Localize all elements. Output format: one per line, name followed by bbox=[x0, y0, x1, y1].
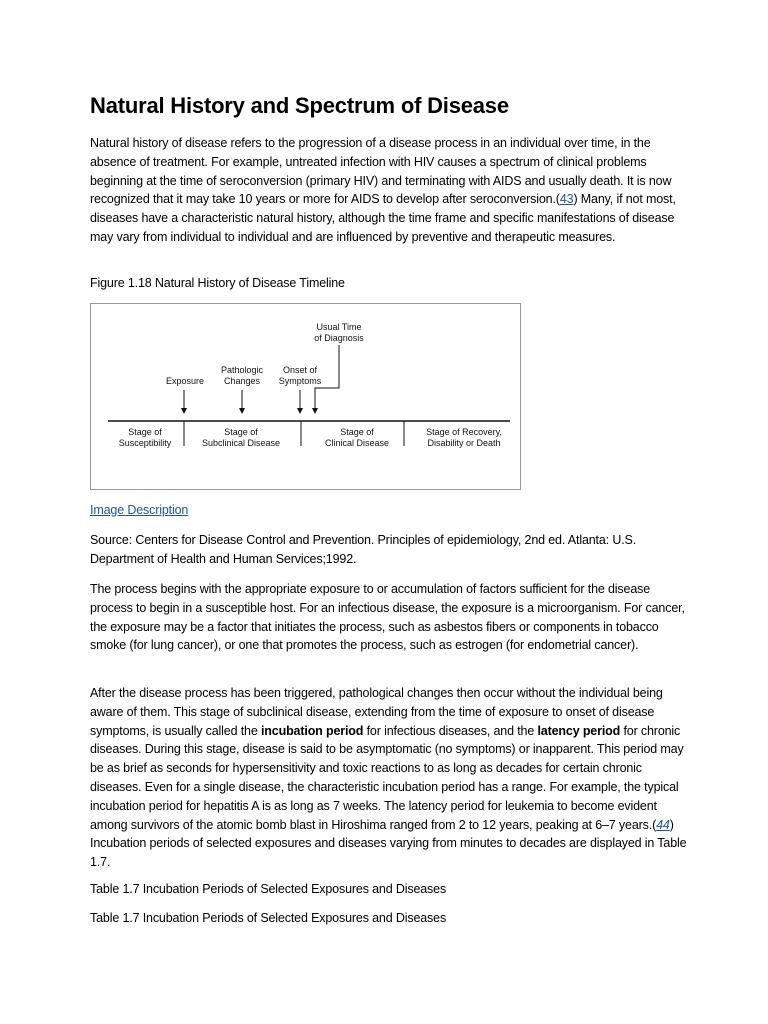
arrowhead bbox=[312, 408, 318, 414]
usual-time-label-2: of Diagnosis bbox=[314, 333, 364, 343]
incubation-text-3: for chronic diseases. During this stage, disease is said to be asymptomatic (no symptoms) or inapparent. This period may be as brief as seconds for hypersensitivity and toxic reactions to as long as decades for certain chronic diseases. Even for a single disease, the characteristic incubation period has a range. For example, the typical incubation period for hepatitis A is as long as 7 weeks. The latency period for leukemia to become evident among survivors of the atomic bomb blast in Hiroshima ranged from 2 to 12 years, peaking at 6–7 years.( bbox=[90, 723, 684, 832]
intro-text-1: Natural history of disease refers to the progression of a disease process in an individual over time, in the absence of treatment. For example, untreated infection with HIV causes a spectrum of clinical problems beginning at the time of seroconversion (primary HIV) and terminating with AIDS and usually death. It is now recognized that it may take 10 years or more for AIDS to develop after seroconversion.( bbox=[90, 136, 672, 207]
incubation-paragraph bbox=[90, 684, 690, 872]
onset-label-1: Onset of bbox=[282, 365, 318, 375]
citation-link-44[interactable]: 44 bbox=[656, 817, 670, 832]
source-paragraph: Source: Centers for Disease Control and Prevention. Principles of epidemiology, 2nd ed. Atlanta: U.S. Department of Health and Human Services;1992. bbox=[90, 533, 637, 566]
table-caption-repeat: Table 1.7 Incubation Periods of Selected Exposures and Diseases bbox=[90, 911, 447, 925]
arrowhead bbox=[239, 408, 245, 414]
incubation-text-2: for infectious diseases, and the bbox=[363, 723, 538, 738]
intro-paragraph bbox=[90, 134, 690, 247]
table-caption: Table 1.7 Incubation Periods of Selected Exposures and Diseases bbox=[90, 882, 447, 896]
arrowhead bbox=[181, 408, 187, 414]
stage-3-label-2: Clinical Disease bbox=[324, 438, 390, 448]
figure-caption: Figure 1.18 Natural History of Disease Timeline bbox=[90, 276, 345, 290]
timeline-figure bbox=[90, 303, 521, 490]
timeline-diagram bbox=[91, 304, 522, 491]
image-description-link[interactable]: Image Description bbox=[90, 503, 189, 517]
exposure-paragraph: The process begins with the appropriate exposure to or accumulation of factors sufficient for the disease process to begin in a susceptible host. For an infectious disease, the exposure is a microorganism. For cancer, the exposure may be a factor that initiates the process, such as asbestos fibers or components in tobacco smoke (for lung cancer), or one that promotes the process, such as estrogen (for endometrial cancer). bbox=[90, 582, 685, 653]
pathologic-label-2: Changes bbox=[223, 376, 261, 386]
citation-link-43[interactable]: 43 bbox=[559, 192, 574, 207]
stage-2-label-1: Stage of bbox=[224, 427, 258, 437]
stage-1-label-1: Stage of bbox=[128, 427, 162, 437]
page-title: Natural History and Spectrum of Disease bbox=[90, 93, 509, 118]
incubation-text-1: After the disease process has been triggered, pathological changes then occur without the individual being aware of them. This stage of subclinical disease, extending from the time of exposure to onset of disease symptoms, is usually called the bbox=[90, 686, 663, 738]
pathologic-label-1: Pathologic bbox=[220, 365, 264, 375]
incubation-period-term: incubation period bbox=[260, 723, 364, 738]
incubation-text-4: ) Incubation periods of selected exposures and diseases varying from minutes to decades are displayed in Table 1.7. bbox=[90, 817, 687, 870]
stage-3-label-1: Stage of bbox=[340, 427, 374, 437]
usual-time-label-1: Usual Time bbox=[316, 322, 362, 332]
stage-4-label-1: Stage of Recovery, bbox=[426, 427, 502, 437]
arrowhead bbox=[297, 408, 303, 414]
stage-4-label-2: Disability or Death bbox=[427, 438, 501, 448]
intro-text-2: ) Many, if not most, diseases have a characteristic natural history, although the time frame and specific manifestations of disease may vary from individual to individual and are influenced by preventive and therapeutic measures. bbox=[90, 192, 676, 244]
latency-period-term: latency period bbox=[537, 723, 621, 738]
onset-label-2: Symptoms bbox=[278, 376, 322, 386]
stage-1-label-2: Susceptibility bbox=[118, 438, 172, 448]
exposure-label: Exposure bbox=[165, 376, 205, 386]
stage-2-label-2: Subclinical Disease bbox=[201, 438, 281, 448]
